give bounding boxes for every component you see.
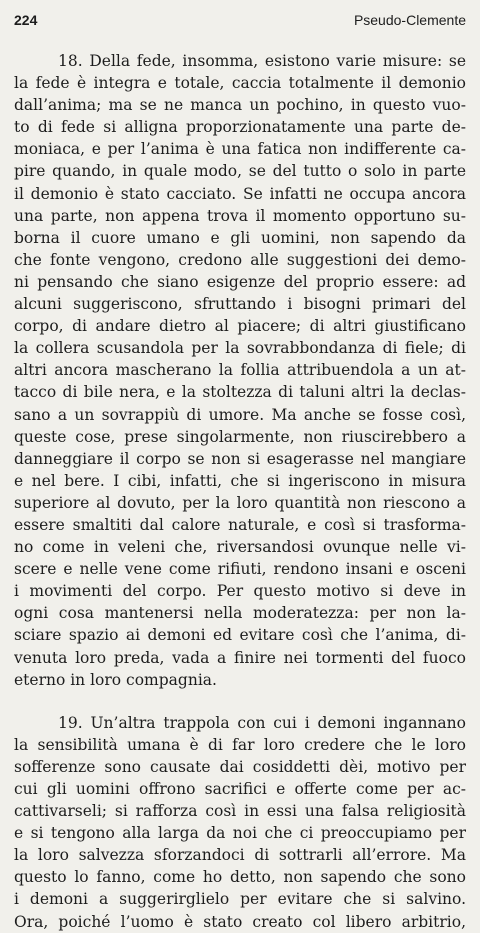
text-line: la collera scusandola per la sovrabbondanza di fiele; di — [14, 339, 466, 358]
text-line: che fonte vengono, credono alle suggestioni dei demo- — [14, 250, 466, 269]
text-line: pire quando, in quale modo, se del tutto o solo in parte — [14, 162, 466, 181]
running-head: Pseudo-Clemente — [353, 12, 466, 28]
text-line: altri ancora mascherano la follia attribuendola a un at- — [14, 361, 466, 380]
text-line: questo lo fanno, come ho detto, non sapendo che sono — [14, 868, 466, 887]
text-line: moniaca, e per l’anima è una fatica non indifferente ca- — [14, 140, 466, 159]
text-line: essere smaltiti dal calore naturale, e così si trasforma- — [14, 515, 466, 534]
text-line: 18. Della fede, insomma, esistono varie misure: se — [58, 52, 466, 70]
text-line: tacco di bile nera, e la stoltezza di taluni altri la declas- — [14, 383, 466, 402]
text-line: borna il cuore umano e gli uomini, non sapendo da — [14, 228, 466, 247]
text-line: il demonio è stato cacciato. Se infatti ne occupa ancora — [14, 184, 466, 203]
text-line: la sensibilità umana è di far loro credere che le loro — [14, 735, 466, 754]
text-line: queste cose, prese singolarmente, non riuscirebbero a — [14, 427, 466, 446]
text-line: ni pensando che siano esigenze del proprio essere: ad — [14, 272, 466, 291]
paragraph-gap — [14, 691, 466, 712]
text-line: danneggiare il corpo se non si esagerasse nel mangiare — [14, 449, 466, 468]
text-line: i movimenti del corpo. Per questo motivo si deve in — [14, 582, 466, 601]
text-line: superiore al dovuto, per la loro quantità non riescono a — [14, 493, 466, 512]
text-line: una parte, non appena trova il momento opportuno su- — [14, 206, 466, 225]
text-line: venuta loro preda, vada a finire nei tormenti del fuoco — [14, 648, 466, 667]
text-line: sano a un sovrappiù di umore. Ma anche se fosse così, — [14, 405, 466, 424]
text-line: scere e nelle vene come rifiuti, rendono insani e osceni — [14, 560, 466, 579]
text-line: e si tengono alla larga da noi che ci preoccupiamo per — [14, 824, 466, 843]
text-line: alcuni suggeriscono, sfruttando i bisogni primari del — [14, 295, 466, 314]
text-line: 19. Un’altra trappola con cui i demoni ingannano — [58, 713, 466, 732]
text-line: i demoni a suggerirglielo per evitare che si salvino. — [14, 890, 466, 909]
text-line: cui gli uomini offrono sacrifici e offerte come per ac- — [14, 780, 466, 798]
text-line: eterno in loro compagnia. — [14, 670, 217, 689]
text-line: Ora, poiché l’uomo è stato creato col libero arbitrio, — [14, 912, 466, 931]
paragraph-19 — [14, 712, 466, 933]
text-line: to di fede si alligna proporzionatamente una parte de- — [14, 118, 466, 137]
text-line: ogni cosa mantenersi nella moderatezza: per non la- — [14, 604, 466, 623]
page-number: 224 — [14, 12, 38, 28]
text-line: no come in veleni che, riversandosi ovunque nelle vi- — [14, 538, 466, 557]
text-line: cattivarseli; si rafforza così in essi una falsa religiosità — [14, 802, 466, 821]
text-line: la loro salvezza sforzandoci di sottrarli all’errore. Ma — [14, 846, 466, 865]
page-header — [14, 12, 466, 34]
text-line: sciare spazio ai demoni ed evitare così che l’anima, di- — [14, 626, 466, 645]
text-line: e nel bere. I cibi, infatti, che si ingeriscono in misura — [14, 471, 466, 490]
paragraph-18 — [14, 50, 466, 691]
text-line: dall’anima; ma se ne manca un pochino, in questo vuo- — [14, 96, 466, 115]
text-line: la fede è integra e totale, caccia totalmente il demonio — [14, 74, 466, 93]
text-line: sofferenze sono causate dai cosiddetti dèi, motivo per — [14, 757, 466, 776]
text-line: corpo, di andare dietro al piacere; di altri giustificano — [14, 317, 466, 336]
body-text — [14, 50, 466, 933]
